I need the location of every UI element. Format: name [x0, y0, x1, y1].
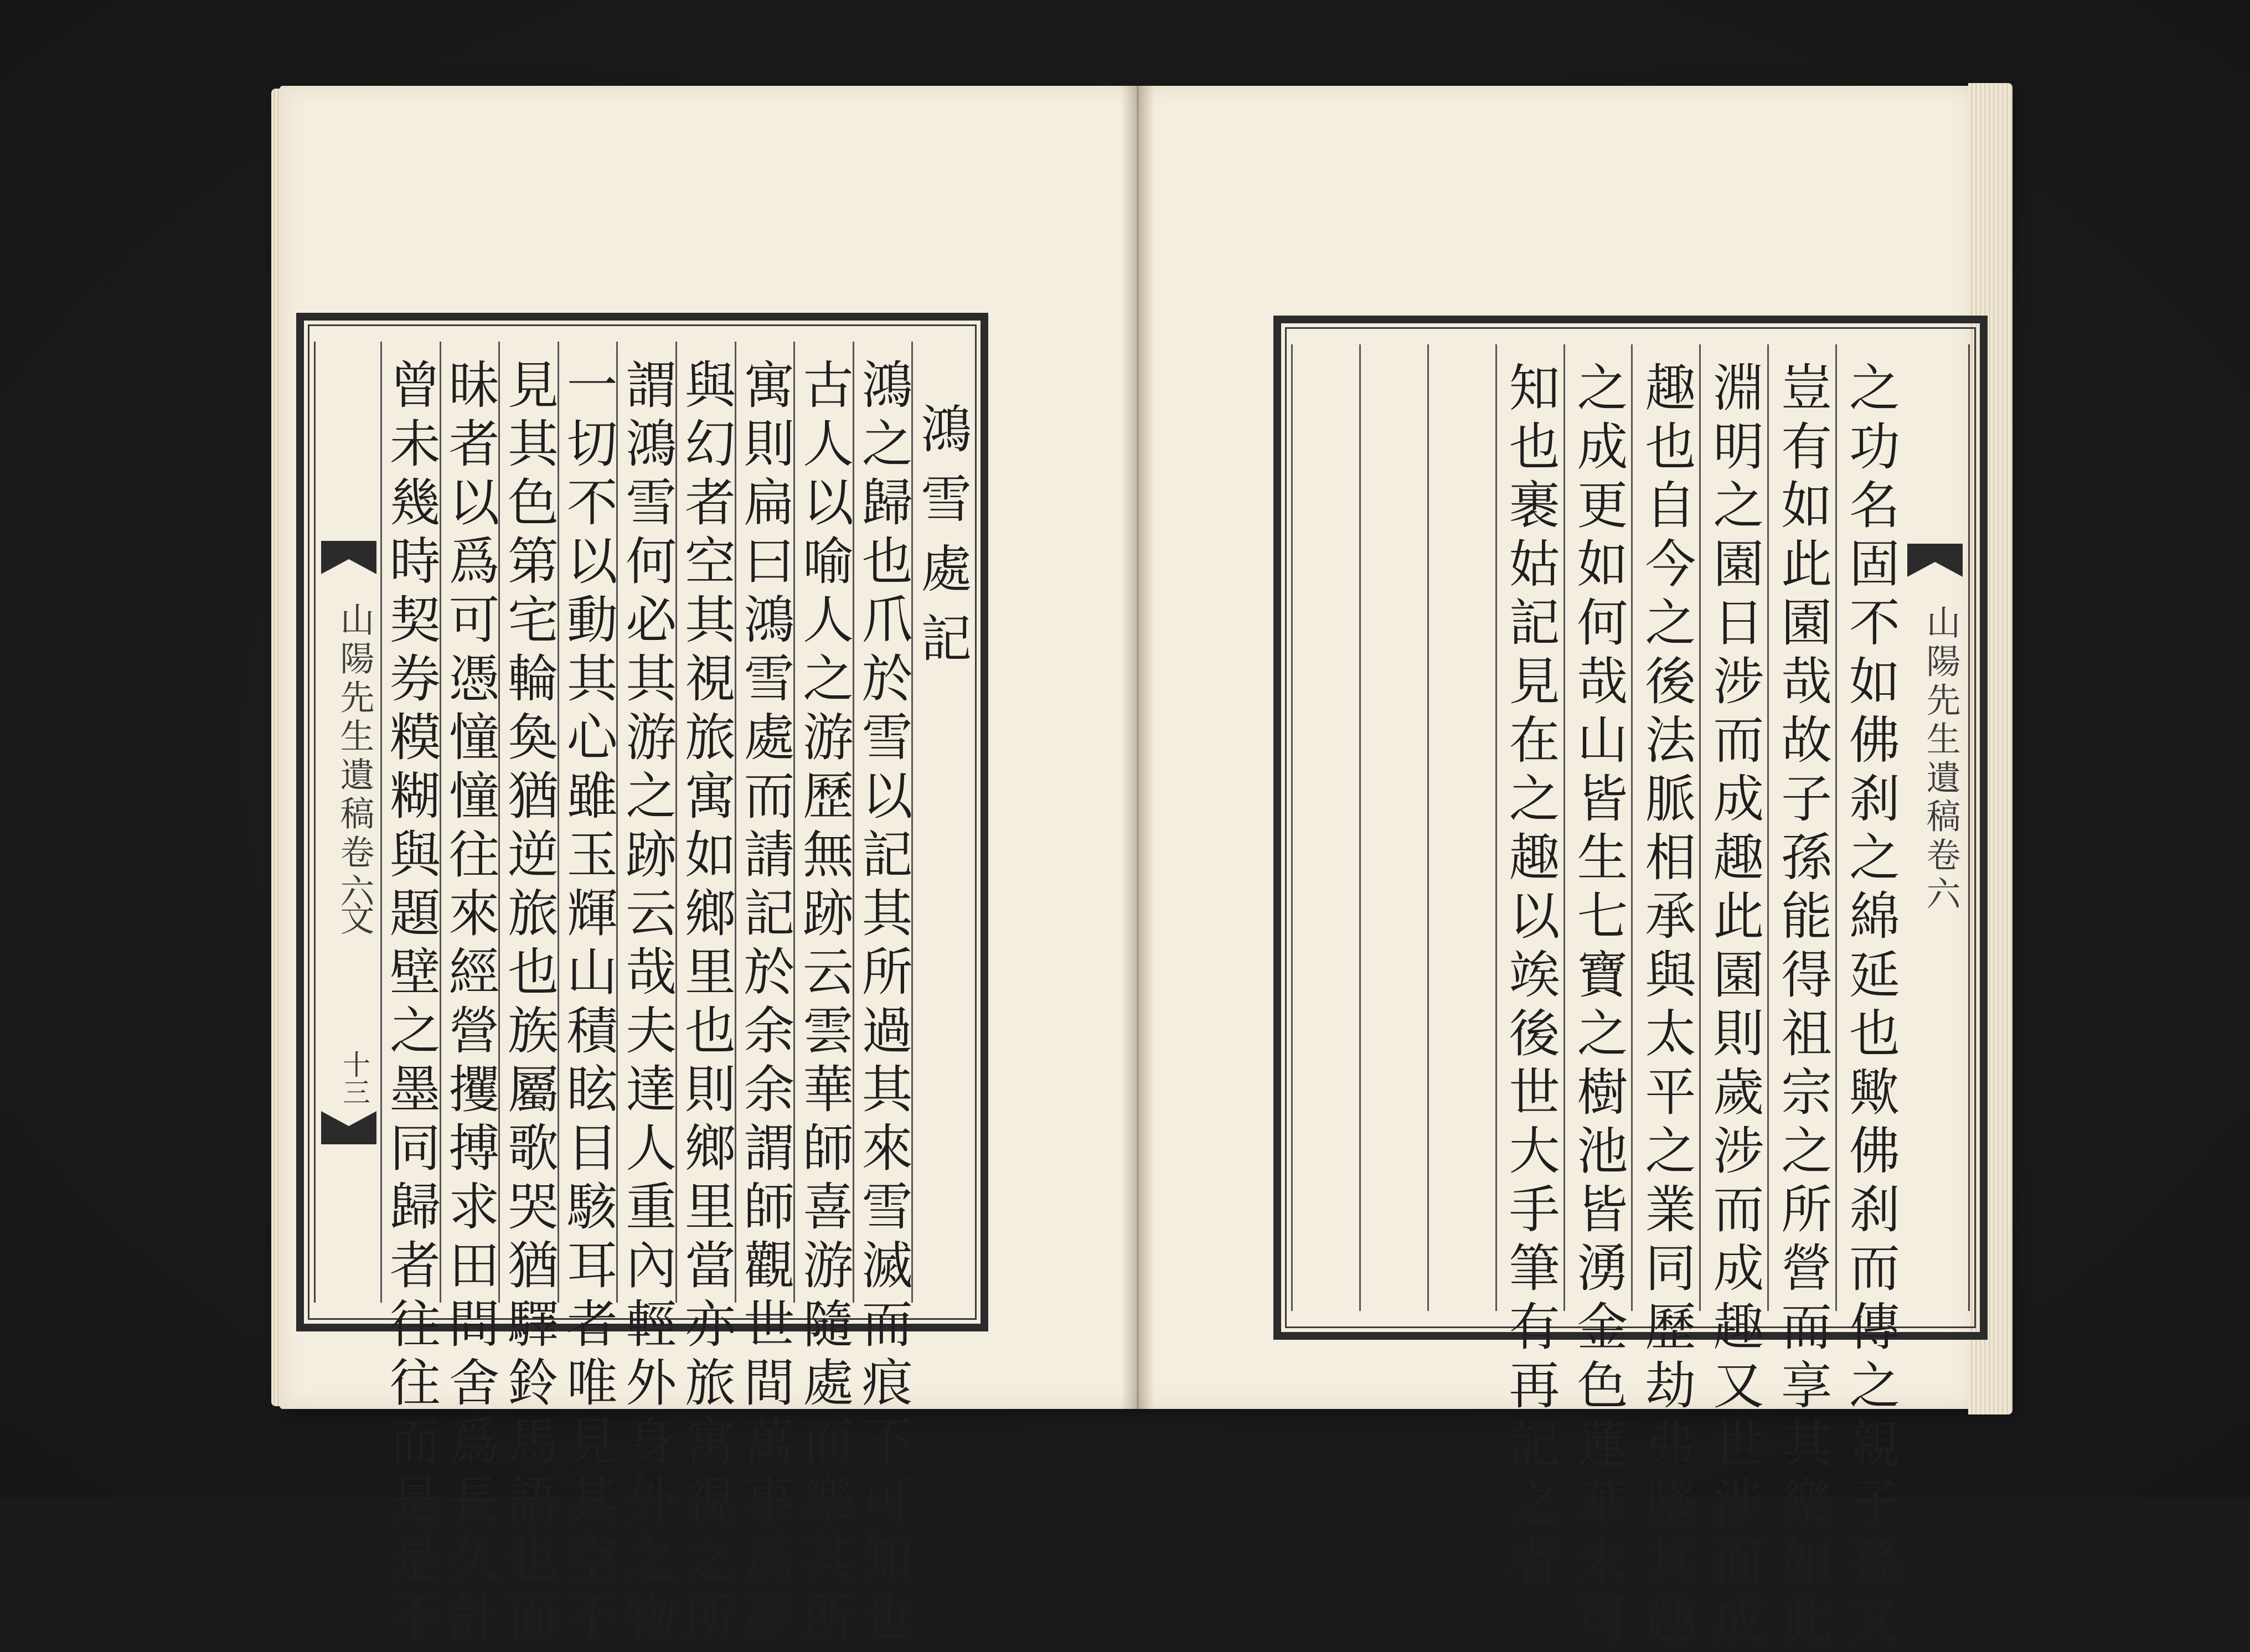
- text-column: [1495, 344, 1563, 1593]
- text-column: [616, 342, 677, 1649]
- text-column-content: 淵明之園日涉而成趣此園則歲涉而成趣又世涉而成: [1705, 361, 1764, 1652]
- text-column-content: 古人以喻人之游歷無跡云雲華師喜游隨處而樂其所: [794, 358, 854, 1649]
- book-gutter: [1121, 86, 1154, 1409]
- text-column: [1631, 344, 1699, 1652]
- left-title-column: [911, 342, 971, 1303]
- text-column-content: 昧者以爲可憑憧憧往來經營攫搏求田問舍爲長久計: [440, 358, 500, 1649]
- essay-title: 鴻雪處記: [912, 402, 972, 682]
- text-column: [853, 342, 913, 1649]
- text-column-content: 趣也自今之後法脈相承與太平之業同歷劫弗墜其趣: [1637, 361, 1696, 1652]
- left-text-frame: [296, 313, 988, 1649]
- empty-column: [1427, 344, 1495, 1311]
- text-column: [440, 342, 500, 1649]
- text-column-content: 曾未幾時契券糢糊與題壁之墨同歸者往往而是是不: [381, 358, 441, 1649]
- text-column: [498, 342, 559, 1649]
- text-column: [380, 342, 441, 1649]
- text-column: [1835, 344, 1903, 1652]
- left-text-columns: [380, 342, 972, 1649]
- text-column-content: 謂鴻雪何必其游之跡云哉夫達人重內輕外身外之物: [617, 358, 677, 1649]
- left-page-center-strip: [314, 342, 382, 1303]
- text-column-content: 與幻者空其視旅寓如鄉里也則鄉里當亦旅寓視之所: [676, 358, 736, 1649]
- left-page-number: 十三: [338, 1050, 370, 1106]
- text-column: [1563, 344, 1632, 1652]
- text-column: [558, 342, 618, 1649]
- text-column-content: 鴻之歸也爪於雪以記其所過其來雪滅而痕不可知也: [853, 358, 913, 1649]
- left-margin-section: 文: [334, 901, 375, 939]
- text-column-content: 豈有如此園哉故子孫能得祖宗之所營而享其樂如此: [1773, 361, 1833, 1652]
- empty-column: [1359, 344, 1427, 1311]
- text-column-content: 見其色第宅輪奐猶逆旅也族屬歌哭猶驛鈴馬語也而: [499, 358, 559, 1649]
- right-text-columns: [1291, 344, 1903, 1652]
- text-column-content: 寓則扁曰鴻雪處而請記於余余謂師觀世間萬事爲夢: [735, 358, 795, 1649]
- fishtail-mark-upper: [321, 541, 376, 574]
- text-column: [735, 342, 795, 1649]
- fishtail-mark-upper: [1907, 544, 1963, 577]
- text-column: [1767, 344, 1835, 1652]
- right-margin-title: 山陽先生遺稿卷六: [1921, 605, 1961, 915]
- text-column: [793, 342, 854, 1649]
- empty-column: [1291, 344, 1359, 1311]
- text-column: [1699, 344, 1767, 1652]
- text-column-content: 一切不以動其心雖玉輝山積眩目駭耳者唯見其空不: [558, 358, 618, 1649]
- text-column-content: 知也裹姑記見在之趣以竢後世大手筆有再記之者: [1500, 361, 1560, 1593]
- text-column: [675, 342, 736, 1649]
- text-column-content: 之成更如何哉山皆生七寶之樹池皆湧金色蓮華未可: [1568, 361, 1628, 1652]
- left-margin-title: 山陽先生遺稿卷六: [334, 602, 375, 912]
- text-column-content: 之功名固不如佛刹之綿延也歟佛刹而傳之親子孫又: [1841, 361, 1901, 1652]
- right-text-frame: [1273, 316, 1988, 1652]
- fishtail-mark-lower: [321, 1111, 376, 1144]
- right-page-center-strip: [1902, 344, 1970, 1311]
